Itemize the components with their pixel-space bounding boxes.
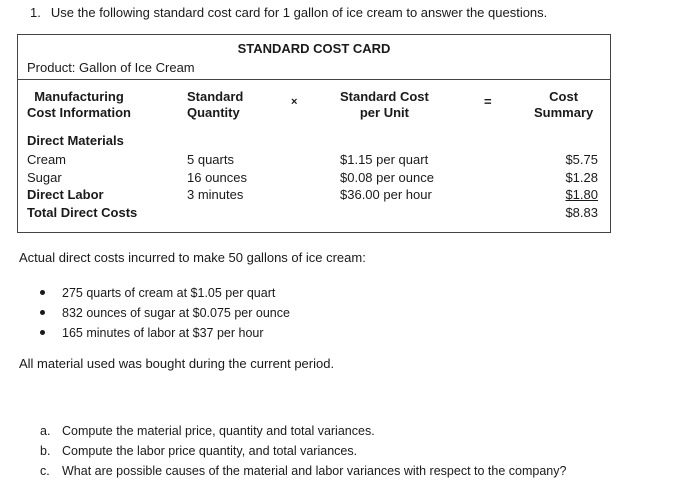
task-item-c — [40, 461, 566, 481]
question-number: 1. — [30, 5, 41, 20]
header-manufacturing-line1: Manufacturing — [34, 89, 124, 104]
question-text: Use the following standard cost card for 1 gallon of ice cream to answer the questions. — [50, 5, 548, 20]
row-summary-cream: $5.75 — [565, 152, 598, 167]
bullet-text: 832 ounces of sugar at $0.075 per ounce — [62, 306, 290, 320]
bullet-icon — [40, 290, 45, 295]
row-cost-cream: $1.15 per quart — [340, 152, 429, 167]
task-item-a — [40, 421, 566, 441]
task-text: Compute the labor price quantity, and total variances. — [62, 444, 358, 458]
product-label: Product: Gallon of Ice Cream — [27, 60, 195, 75]
total-direct-costs-value: $8.83 — [565, 205, 598, 220]
task-letter: b. — [40, 444, 51, 458]
standard-cost-card — [17, 34, 611, 233]
row-summary-labor: $1.80 — [565, 187, 598, 202]
card-title: STANDARD COST CARD — [237, 41, 391, 56]
row-summary-sugar: $1.28 — [565, 170, 598, 185]
header-quantity-line2: Quantity — [187, 105, 240, 120]
row-quantity-sugar: 16 ounces — [187, 170, 247, 185]
section-direct-materials: Direct Materials — [27, 133, 124, 148]
row-cost-sugar: $0.08 per ounce — [340, 170, 434, 185]
bullet-text: 275 quarts of cream at $1.05 per quart — [62, 286, 276, 300]
row-quantity-cream: 5 quarts — [187, 152, 234, 167]
header-quantity-line1: Standard — [187, 89, 244, 104]
row-item-cream: Cream — [27, 152, 67, 167]
header-summary — [534, 89, 593, 121]
header-summary-line1: Cost — [549, 89, 579, 104]
list-item — [40, 283, 290, 303]
bullet-text: 165 minutes of labor at $37 per hour — [62, 326, 264, 340]
times-symbol: × — [291, 96, 298, 108]
question-heading — [30, 5, 547, 20]
list-item — [40, 323, 290, 343]
task-item-b — [40, 441, 566, 461]
header-cost-line2: per Unit — [359, 105, 409, 120]
row-cost-labor: $36.00 per hour — [340, 187, 432, 202]
header-cost-line1: Standard Cost — [340, 89, 429, 104]
row-item-labor: Direct Labor — [27, 187, 104, 202]
header-summary-line2: Summary — [534, 105, 594, 120]
list-item — [40, 303, 290, 323]
header-cost — [340, 89, 429, 121]
row-item-sugar: Sugar — [27, 170, 62, 185]
bullet-icon — [40, 330, 45, 335]
actual-costs-list — [40, 283, 290, 343]
task-text: Compute the material price, quantity and total variances. — [62, 424, 375, 438]
header-quantity — [187, 89, 243, 121]
card-divider — [18, 79, 610, 80]
task-text: What are possible causes of the material and labor variances with respect to the company? — [62, 464, 567, 478]
header-manufacturing-line2: Cost Information — [27, 105, 131, 120]
task-list — [40, 421, 566, 481]
task-letter: a. — [40, 424, 51, 438]
header-manufacturing — [27, 89, 131, 121]
actual-costs-intro: Actual direct costs incurred to make 50 gallons of ice cream: — [19, 250, 366, 265]
task-letter: c. — [40, 464, 50, 478]
equals-symbol: = — [484, 94, 492, 109]
material-note: All material used was bought during the current period. — [19, 356, 335, 371]
bullet-icon — [40, 310, 45, 315]
row-quantity-labor: 3 minutes — [187, 187, 244, 202]
total-direct-costs-label: Total Direct Costs — [27, 205, 138, 220]
